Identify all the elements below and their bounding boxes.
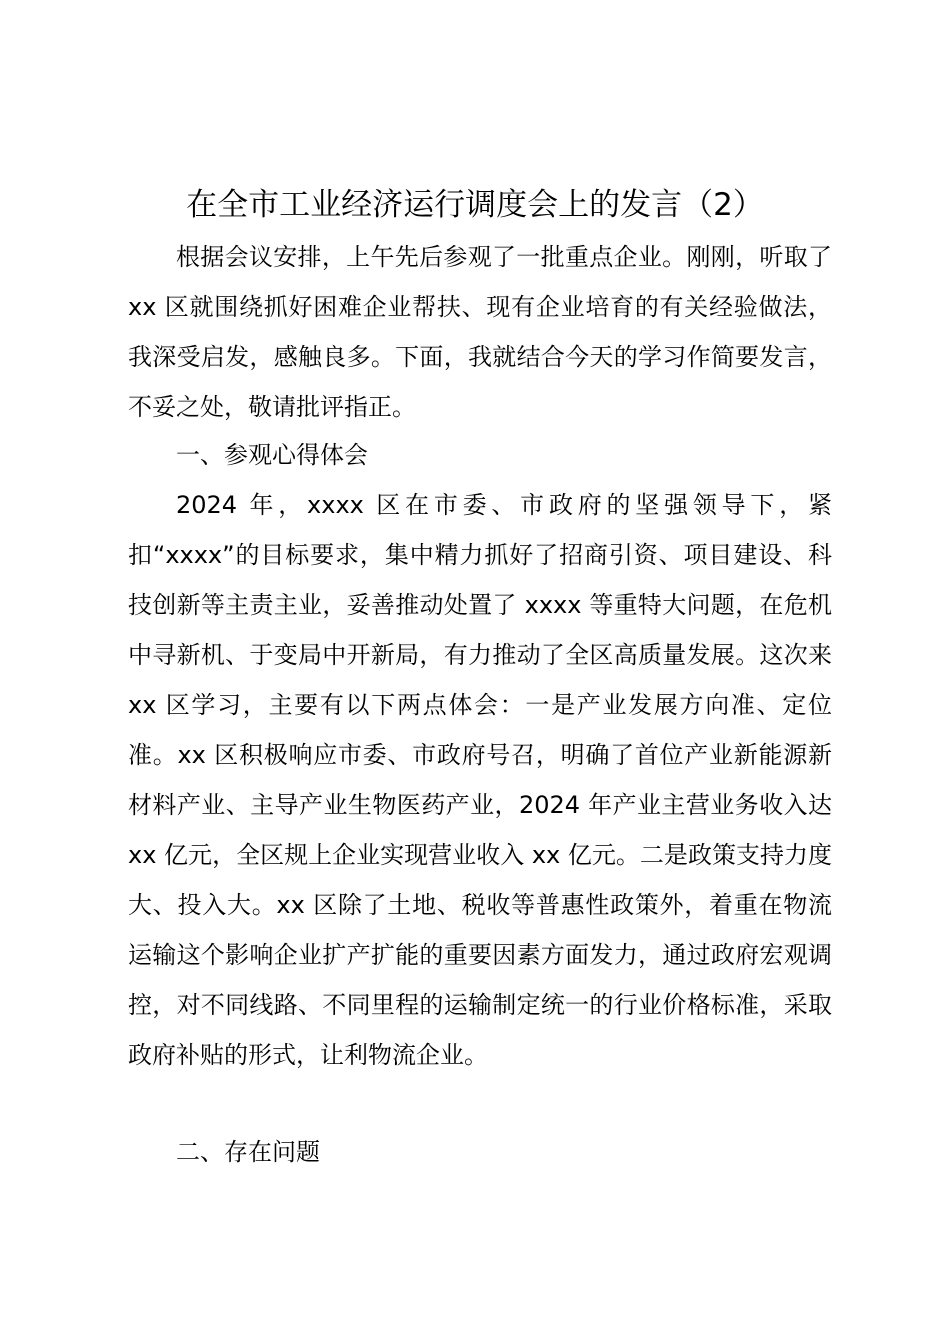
intro-paragraph: 根据会议安排，上午先后参观了一批重点企业。刚刚，听取了 xx 区就围绕抓好困难企业帮扶、现有企业培育的有关经验做法，我深受启发，感触良多。下面，我就结合今天的学习作简要发言，不妥之处，敬请批评指正。	[128, 243, 832, 421]
section-1-paragraph: 2024 年，xxxx 区在市委、市政府的坚强领导下，紧扣“xxxx”的目标要求，集中精力抓好了招商引资、项目建设、科技创新等主责主业，妥善推动处置了 xxxx 等重特大问题，在危机中寻新机、于变局中开新局，有力推动了全区高质量发展。这次来 xx 区学习，主要有以下两点体会：一是产业发展方向准、定位准。xx 区积极响应市委、市政府号召，明确了首位产业新能源新材料产业、主导产业生物医药产业，2024 年产业主营业务收入达 xx 亿元，全区规上企业实现营业收入 xx 亿元。二是政策支持力度大、投入大。xx 区除了土地、税收等普惠性政策外，着重在物流运输这个影响企业扩产扩能的重要因素方面发力，通过政府宏观调控，对不同线路、不同里程的运输制定统一的行业价格标准，采取政府补贴的形式，让利物流企业。	[128, 491, 832, 1069]
document-title: 在全市工业经济运行调度会上的发言（2）	[186, 187, 764, 223]
section-heading-2: 二、存在问题	[176, 1138, 320, 1166]
section-heading-1: 一、参观心得体会	[176, 441, 368, 469]
